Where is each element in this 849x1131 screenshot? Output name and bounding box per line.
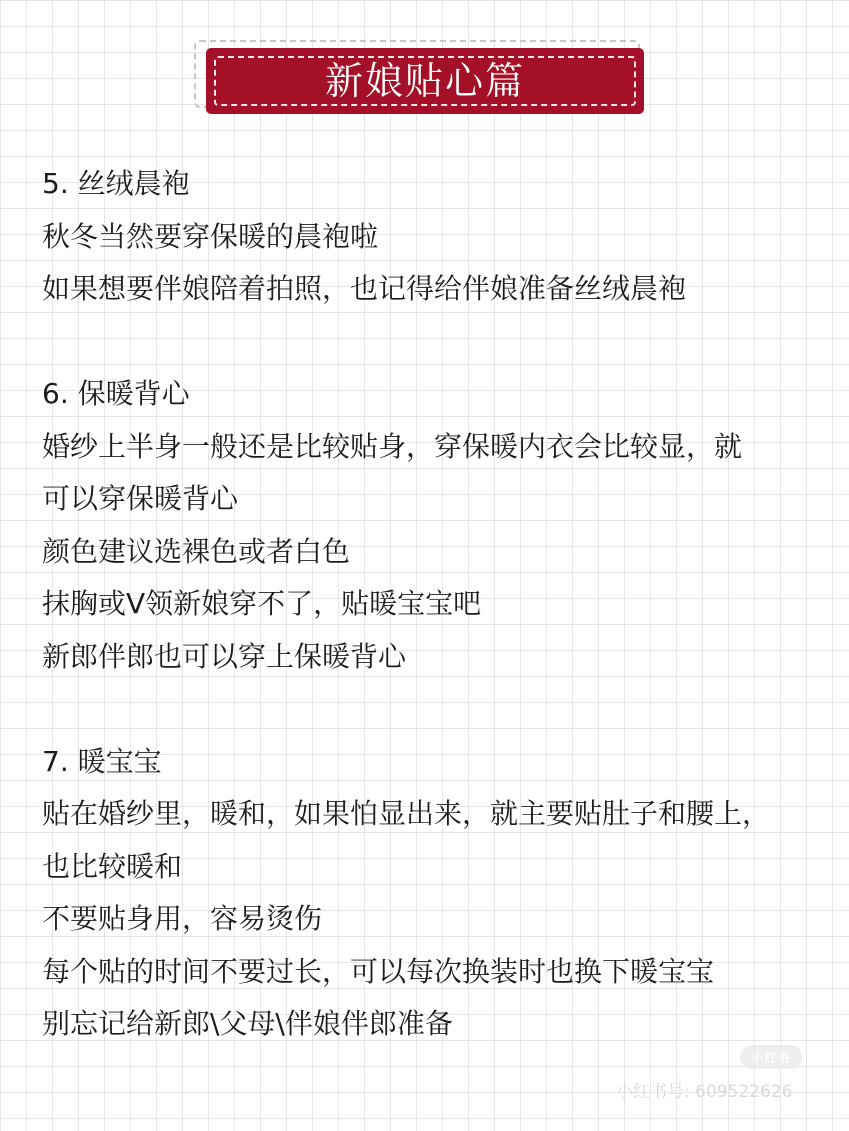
paragraph-line: 不要贴身用，容易烫伤 bbox=[42, 902, 323, 935]
paragraph-line: 婚纱上半身一般还是比较贴身，穿保暖内衣会比较显，就 bbox=[42, 429, 743, 463]
watermark-id: 小红书号: 609522626 bbox=[616, 1082, 793, 1102]
paragraph-line: 每个贴的时间不要过长，可以每次换装时也换下暖宝宝 bbox=[42, 954, 715, 988]
paragraph-line: 别忘记给新郎\父母\伴娘伴郎准备 bbox=[42, 1007, 453, 1040]
paragraph-line: 新郎伴郎也可以穿上保暖背心 bbox=[42, 639, 407, 673]
section-spacer bbox=[42, 683, 822, 736]
paragraph-line: 如果想要伴娘陪着拍照，也记得给伴娘准备丝绒晨袍 bbox=[42, 272, 687, 305]
section-heading: 7. 暖宝宝 bbox=[42, 744, 162, 778]
paragraph-line: 也比较暖和 bbox=[42, 849, 183, 883]
paragraph-line: 秋冬当然要穿保暖的晨袍啦 bbox=[42, 219, 379, 253]
paragraph-line: 颜色建议选裸色或者白色 bbox=[42, 534, 351, 568]
watermark-logo: 小红书 bbox=[740, 1045, 802, 1069]
paragraph-line: 可以穿保暖背心 bbox=[42, 482, 239, 515]
section-heading: 6. 保暖背心 bbox=[42, 377, 190, 410]
paragraph-line: 抹胸或V领新娘穿不了，贴暖宝宝吧 bbox=[42, 587, 482, 620]
page-title: 新娘贴心篇 bbox=[324, 59, 525, 103]
section-heading: 5. 丝绒晨袍 bbox=[42, 167, 190, 200]
paragraph-line: 贴在婚纱里，暖和，如果怕显出来，就主要贴肚子和腰上， bbox=[42, 797, 771, 830]
article-body bbox=[42, 158, 822, 1051]
section-spacer bbox=[42, 316, 822, 369]
title-banner bbox=[206, 48, 644, 114]
